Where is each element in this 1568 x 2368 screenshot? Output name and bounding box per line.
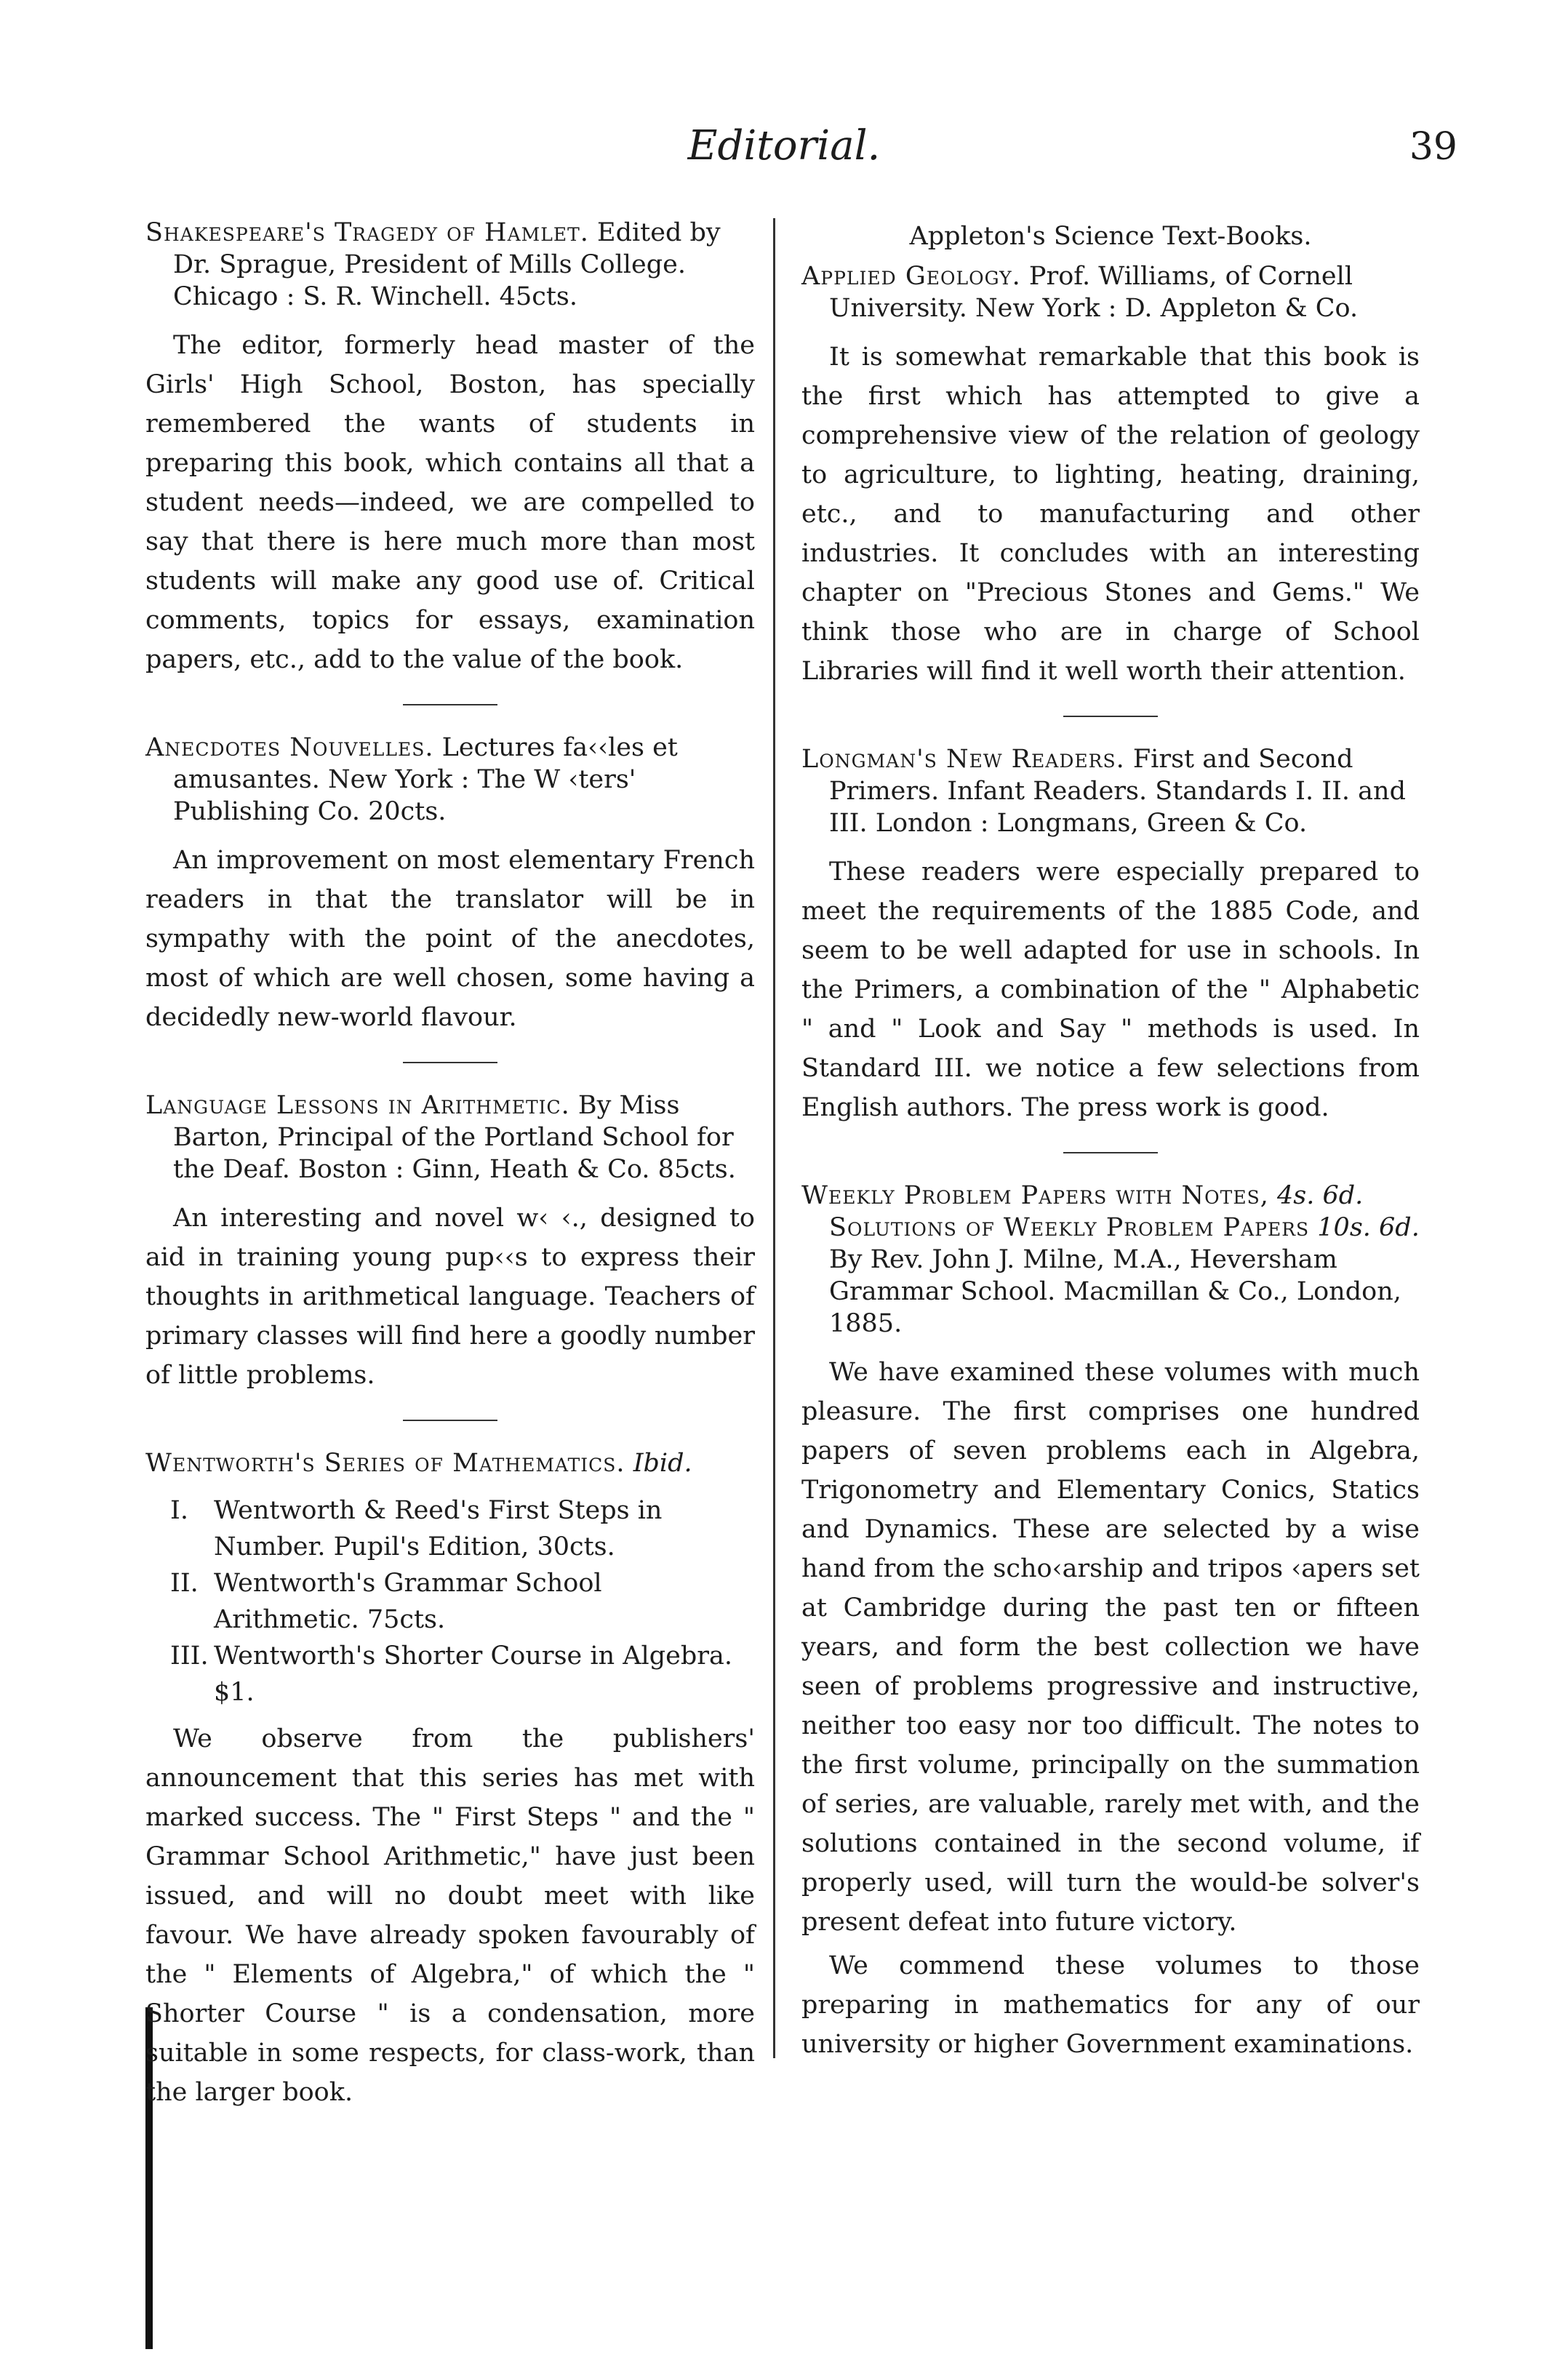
review-text: An improvement on most elementary French readers in that the translator will be in sympathy with the point of the anecdotes, most of which are well chosen, some having a decidedly new-world flavour. bbox=[145, 846, 755, 1032]
review-hamlet bbox=[145, 217, 755, 679]
review-text: It is somewhat remarkable that this book is the first which has attempted to give a comprehensive view of the relation of geology to agriculture, to lighting, heating, draining, etc., and to manufacturing and other industries. It concludes with an interesting chapter on "Precious Stones and Gems." We think those who are in charge of School Libraries will find it well worth their attention. bbox=[801, 343, 1420, 686]
list-item-text: Wentworth's Shorter Course in Algebra. $1. bbox=[214, 1641, 732, 1707]
citation bbox=[145, 1089, 755, 1185]
review-text: We have examined these volumes with much pleasure. The first comprises one hundred papers of seven problems each in Algebra, Trigonometry and Elementary Conics, Statics and Dynamics. These are selected by a wise hand from the scho‹arship and tripos ‹apers set at Cambridge during the past ten or fifteen years, and form the best collection we have seen of problems progressive and instructive, neither too easy nor too difficult. The notes to the first volume, principally on the summation of series, are valuable, rarely met with, and the solutions contained in the second volume, if properly used, will turn the would-be solver's present defeat into future victory. bbox=[801, 1358, 1420, 1937]
list-item-text: Wentworth & Reed's First Steps in Number. Pupil's Edition, 30cts. bbox=[214, 1496, 663, 1561]
book-title: Longman's New Readers. bbox=[801, 745, 1125, 774]
book-title: Applied Geology. bbox=[801, 262, 1021, 291]
list-item bbox=[145, 1638, 755, 1711]
separator bbox=[1063, 716, 1158, 717]
review-text: These readers were especially prepared to meet the requirements of the 1885 Code, and seem to be well adapted for use in schools. In the Primers, a combination of the " Alphabetic " and " Look and Say " methods is used. In Standard III. we notice a few selections from English authors. The press work is good. bbox=[801, 857, 1420, 1122]
list-item bbox=[145, 1565, 755, 1638]
publication-details: Edited by Dr. Sprague, President of Mills College. Chicago : S. R. Winchell. 45cts. bbox=[173, 218, 721, 311]
separator bbox=[403, 1420, 497, 1421]
separator bbox=[1063, 1152, 1158, 1153]
separator bbox=[403, 704, 497, 705]
separator bbox=[403, 1062, 497, 1063]
publication-details: Prof. Williams, of Cornell University. New York : D. Appleton & Co. bbox=[829, 262, 1359, 323]
review-text: The editor, formerly head master of the Girls' High School, Boston, has specially remembered the wants of students in preparing this book, which contains all that a student needs—indeed, we are compelled to say that there is here much more than most students will make any good use of. Critical comments, topics for essays, examination papers, etc., add to the value of the book. bbox=[145, 331, 755, 674]
citation bbox=[801, 260, 1420, 324]
book-title-2: Solutions of Weekly Problem Papers bbox=[829, 1213, 1310, 1242]
book-title: Anecdotes Nouvelles. bbox=[145, 733, 434, 762]
publication-details: Lectures fa‹‹les et amusantes. New York : The W ‹ters' Publishing Co. 20cts. bbox=[173, 733, 678, 826]
list-item-text: Wentworth's Grammar School Arithmetic. 75cts. bbox=[214, 1569, 602, 1634]
series-heading: Appleton's Science Text-Books. bbox=[909, 222, 1312, 251]
column-divider bbox=[773, 218, 775, 2058]
review-text-2: We commend these volumes to those preparing in mathematics for any of our university or higher Government examinations. bbox=[801, 1951, 1420, 2059]
book-title: Weekly Problem Papers with Notes, bbox=[801, 1181, 1269, 1210]
citation bbox=[801, 743, 1420, 839]
publication-details: Ibid. bbox=[633, 1449, 692, 1478]
list-item bbox=[145, 1492, 755, 1565]
review-anecdotes bbox=[145, 732, 755, 1037]
citation bbox=[145, 1447, 755, 1479]
review-applied-geology bbox=[801, 217, 1420, 691]
publication-details: By Miss Barton, Principal of the Portland School for the Deaf. Boston : Ginn, Heath & Co. 85cts. bbox=[173, 1091, 736, 1184]
book-list bbox=[145, 1492, 755, 1711]
publication-details: By Rev. John J. Milne, M.A., Heversham Grammar School. Macmillan & Co., London, 1885. bbox=[829, 1245, 1401, 1338]
review-longman bbox=[801, 743, 1420, 1127]
price: 4s. 6d. bbox=[1276, 1181, 1364, 1210]
publication-details: First and Second Primers. Infant Readers. Standards I. II. and III. London : Longmans, Green & Co. bbox=[829, 745, 1406, 838]
page-number: 39 bbox=[1409, 125, 1457, 169]
review-language-lessons bbox=[145, 1089, 755, 1395]
review-text: We observe from the publishers' announcement that this series has met with marked success. The " First Steps " and the " Grammar School Arithmetic," have just been issued, and will no doubt meet with like favour. We have already spoken favourably of the " Elements of Algebra," of which the " Shorter Course " is a condensation, more suitable in some respects, for class-work, than the larger book. bbox=[145, 1724, 755, 2107]
right-column bbox=[801, 217, 1420, 2076]
list-number: III. bbox=[170, 1641, 209, 1671]
list-number: II. bbox=[170, 1569, 199, 1598]
list-number: I. bbox=[170, 1496, 188, 1525]
book-title: Language Lessons in Arithmetic. bbox=[145, 1091, 570, 1120]
review-text: An interesting and novel w‹ ‹., designed to aid in training young pup‹‹s to express their thoughts in arithmetical language. Teachers of primary classes will find here a goodly number of little problems. bbox=[145, 1204, 755, 1390]
left-column bbox=[145, 217, 755, 2124]
price-2: 10s. 6d. bbox=[1317, 1213, 1420, 1242]
citation bbox=[145, 732, 755, 828]
running-head: Editorial. bbox=[687, 122, 881, 169]
citation bbox=[801, 1180, 1420, 1340]
review-wentworth bbox=[145, 1447, 755, 2112]
citation bbox=[145, 217, 755, 313]
review-weekly-problems bbox=[801, 1180, 1420, 2064]
book-title: Shakespeare's Tragedy of Hamlet. bbox=[145, 218, 589, 247]
book-title: Wentworth's Series of Mathematics. bbox=[145, 1449, 625, 1478]
